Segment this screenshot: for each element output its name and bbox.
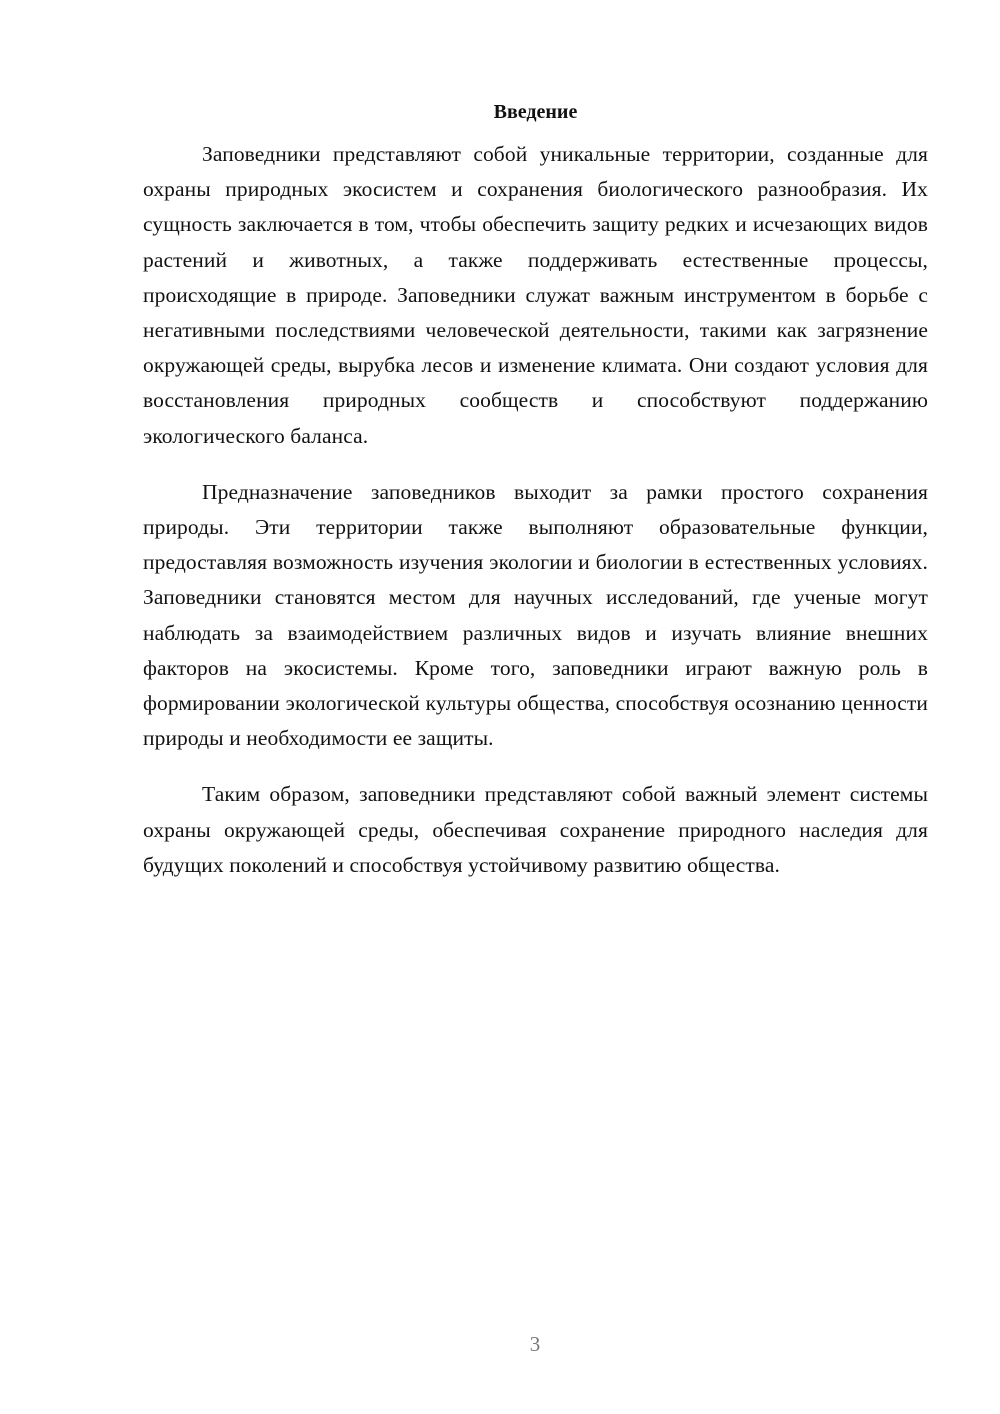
section-title: Введение (493, 101, 578, 123)
page-content (143, 97, 928, 904)
paragraph-1: Заповедники представляют собой уникальные территории, созданные для охраны природных экосистем и сохранения биологического разнообразия. Их сущность заключается в том, чтобы обеспечить защиту редких и исчезающих видов растений и животных, а также поддерживать естественные процессы, происходящие в природе. Заповедники служат важным инструментом в борьбе с негативными последствиями человеческой деятельности, такими как загрязнение окружающей среды, вырубка лесов и изменение климата. Они создают условия для восстановления природных сообществ и способствуют поддержанию экологического баланса. (143, 142, 928, 448)
paragraph-2: Предназначение заповедников выходит за рамки простого сохранения природы. Эти территории также выполняют образовательные функции, предоставляя возможность изучения экологии и биологии в естественных условиях. Заповедники становятся местом для научных исследований, где ученые могут наблюдать за взаимодействием различных видов и изучать влияние внешних факторов на экосистемы. Кроме того, заповедники играют важную роль в формировании экологической культуры общества, способствуя осознанию ценности природы и необходимости ее защиты. (143, 479, 928, 751)
page-number: 3 (529, 1332, 541, 1356)
paragraph-3: Таким образом, заповедники представляют собой важный элемент системы охраны окружающей среды, обеспечивая сохранение природного наследия для будущих поколений и способствуя устойчивому развитию общества. (143, 782, 928, 877)
